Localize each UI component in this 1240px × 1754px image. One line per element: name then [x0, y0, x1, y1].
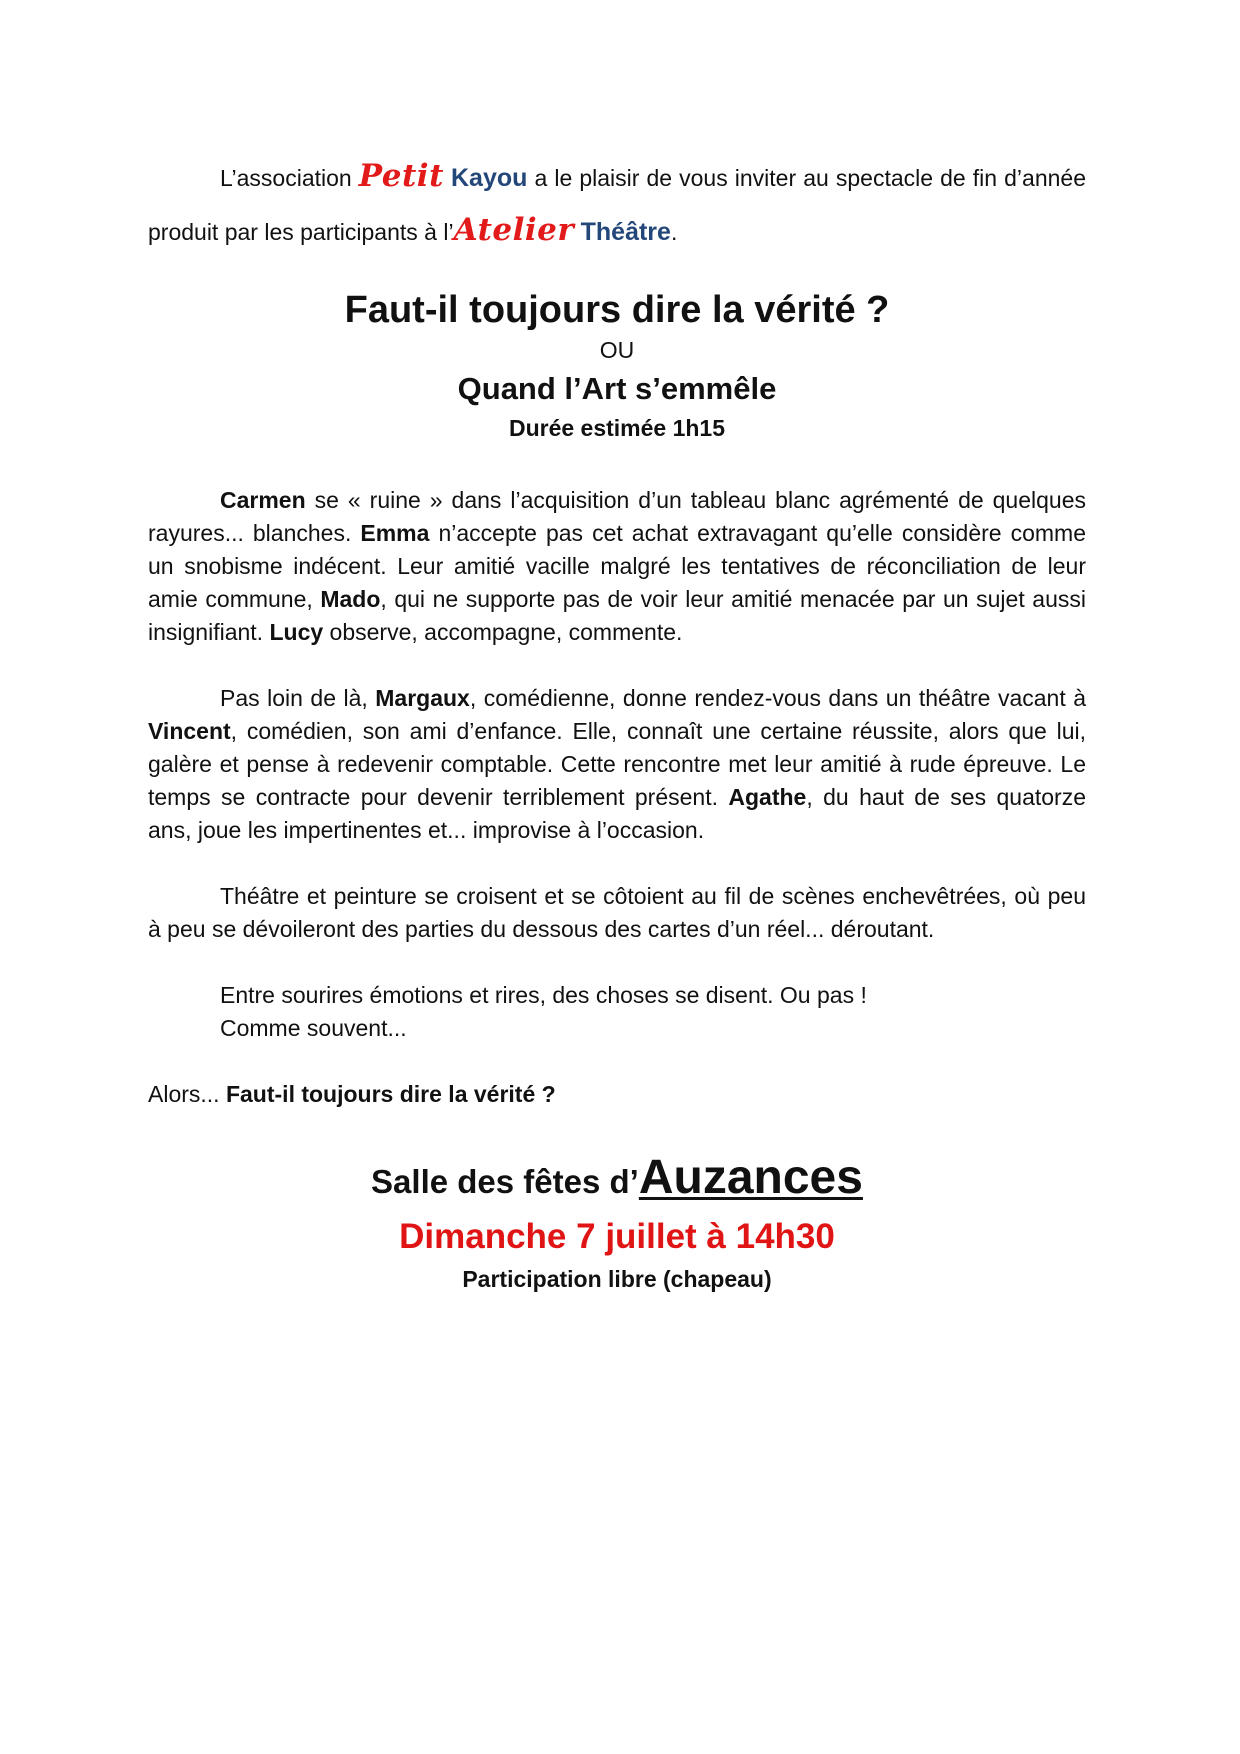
title-separator: OU	[599, 337, 635, 363]
play-subtitle: Quand l’Art s’emmêle	[457, 371, 777, 406]
paragraph-text: , qui ne supporte pas de voir leur amitié menacée par un sujet aussi insignifiant.	[148, 586, 1086, 645]
workshop-logo-atelier: Atelier	[453, 212, 575, 248]
intro-text-middle: a le plaisir de vous inviter au spectacle de fin d’année produit par les participants à l’	[148, 165, 1086, 245]
character-name: Lucy	[269, 619, 324, 645]
synopsis-line-2: Comme souvent...	[220, 1015, 407, 1041]
paragraph-text: se « ruine » dans l’acquisition d’un tableau blanc agrémenté de quelques rayures... blanches.	[148, 487, 1086, 546]
closing-prefix: Alors...	[148, 1081, 226, 1107]
participation-info: Participation libre (chapeau)	[462, 1266, 772, 1292]
event-date: Dimanche 7 juillet à 14h30	[399, 1217, 835, 1256]
play-duration: Durée estimée 1h15	[508, 415, 726, 441]
synopsis-paragraph-2	[148, 682, 1086, 847]
character-name: Vincent	[148, 718, 231, 744]
venue-prefix: Salle des fêtes d’	[371, 1163, 639, 1200]
event-details	[148, 1148, 1086, 1296]
paragraph-text: , du haut de ses quatorze ans, joue les impertinentes et... improvise à l’occasion.	[148, 784, 1086, 843]
character-name: Mado	[320, 586, 381, 612]
paragraph-text: , comédienne, donne rendez-vous dans un théâtre vacant à	[469, 685, 1086, 711]
synopsis	[148, 484, 1086, 1144]
closing-title: Faut-il toujours dire la vérité ?	[225, 1081, 556, 1107]
intro-text-start: L’association	[220, 165, 359, 191]
closing-question	[148, 1078, 1086, 1111]
intro-text-end: .	[670, 219, 678, 245]
paragraph-text: n’accepte pas cet achat extravagant qu’elle considère comme un snobisme indécent. Leur amitié vacille malgré les tentatives de réconciliation de leur amie commune,	[148, 520, 1086, 612]
character-name: Carmen	[220, 487, 306, 513]
synopsis-paragraph-1	[148, 484, 1086, 649]
character-name: Margaux	[375, 685, 470, 711]
paragraph-text: Pas loin de là,	[220, 685, 376, 711]
synopsis-line-1: Entre sourires émotions et rires, des choses se disent. Ou pas !	[220, 982, 867, 1008]
title-block	[148, 285, 1086, 445]
character-name: Agathe	[728, 784, 807, 810]
intro-paragraph	[148, 150, 1086, 258]
paragraph-text: , comédien, son ami d’enfance. Elle, connaît une certaine réussite, alors que lui, galère et pense à redevenir comptable. Cette rencontre met leur amitié à rude épreuve. Le temps se contracte pour devenir terriblement présent.	[148, 718, 1086, 810]
play-title: Faut-il toujours dire la vérité ?	[344, 289, 890, 331]
venue-town: Auzances	[638, 1151, 863, 1204]
brand-logo-petit: Petit	[358, 158, 444, 194]
workshop-logo-theatre: Théâtre	[580, 218, 671, 246]
synopsis-paragraph-3: Théâtre et peinture se croisent et se côtoient au fil de scènes enchevêtrées, où peu à peu se dévoileront des parties du dessous des cartes d’un réel... déroutant.	[148, 883, 1086, 942]
paragraph-text: observe, accompagne, commente.	[323, 619, 683, 645]
brand-logo-kayou: Kayou	[450, 164, 528, 192]
character-name: Emma	[360, 520, 430, 546]
venue	[148, 1148, 1086, 1212]
